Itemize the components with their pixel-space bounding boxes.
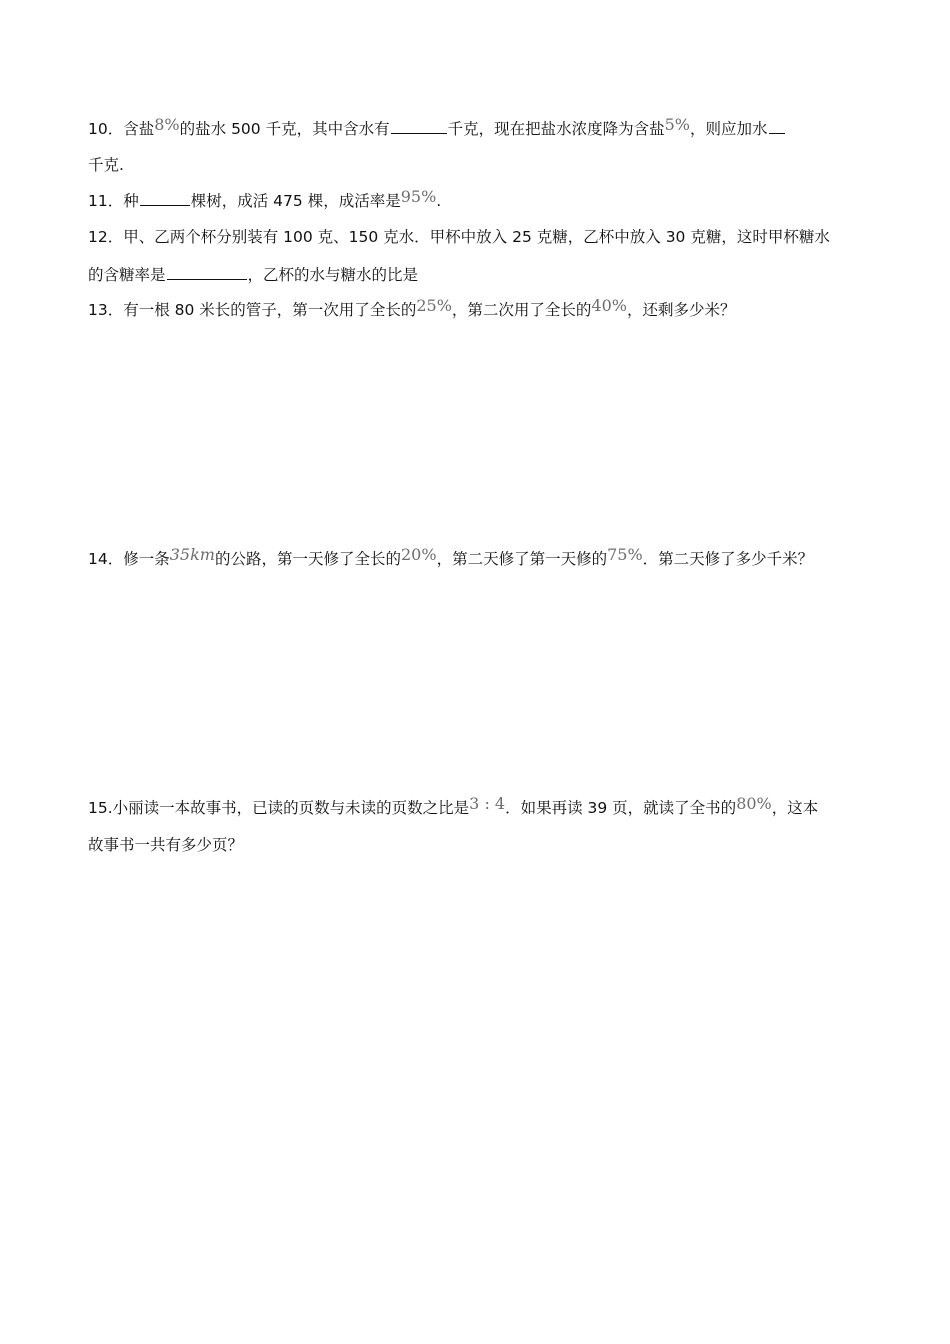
- question-text: 故事书一共有多少页？: [88, 836, 244, 854]
- math-expression: 3 : 4: [469, 794, 506, 813]
- question-text: 种: [123, 192, 139, 210]
- math-expression: 8%: [154, 115, 180, 134]
- question-text: 的含糖率是: [88, 266, 166, 284]
- question-text: ，第二天修了第一天修的: [436, 550, 608, 568]
- math-expression: 95%: [400, 187, 437, 206]
- math-expression: 40%: [591, 296, 627, 315]
- question-text: 千克.: [88, 156, 124, 174]
- question-number: 11．: [88, 192, 124, 210]
- question-15-continued: [88, 835, 858, 855]
- question-text: 小丽读一本故事书，已读的页数与未读的页数之比是: [112, 799, 470, 817]
- question-text: 棵树，成活 475 棵，成活率是: [190, 192, 401, 210]
- question-text: 有一根 80 米长的管子，第一次用了全长的: [123, 301, 417, 319]
- math-expression: 35km: [169, 545, 215, 564]
- question-text: .: [436, 192, 442, 210]
- question-text: ．如果再读 39 页，就读了全书的: [505, 799, 737, 817]
- question-number: 14．: [88, 550, 124, 568]
- question-number: 15.: [88, 799, 113, 817]
- question-text: 的公路，第一天修了全长的: [214, 550, 401, 568]
- question-15: [88, 794, 858, 818]
- math-expression: 25%: [416, 296, 452, 315]
- math-expression: 75%: [607, 545, 643, 564]
- question-text: 千克，现在把盐水浓度降为含盐: [447, 120, 665, 138]
- question-12-continued: [88, 264, 858, 285]
- question-13: [88, 296, 858, 320]
- question-text: ，第二次用了全长的: [451, 301, 592, 319]
- question-11: [88, 187, 858, 211]
- question-14: [88, 545, 858, 569]
- question-text: ，则应加水: [690, 120, 768, 138]
- question-text: 修一条: [123, 550, 170, 568]
- math-expression: 5%: [664, 115, 690, 134]
- question-number: 13．: [88, 301, 124, 319]
- math-expression: 20%: [401, 545, 437, 564]
- question-text: ．第二天修了多少千米？: [642, 550, 814, 568]
- answer-blank[interactable]: [769, 118, 785, 134]
- question-12: [88, 227, 858, 247]
- math-expression: 80%: [736, 794, 772, 813]
- question-text: 甲、乙两个杯分别装有 100 克、150 克水．甲杯中放入 25 克糖，乙杯中放入 30 克糖，这时甲杯糖水: [123, 228, 830, 246]
- question-text: ，还剩多少米？: [626, 301, 736, 319]
- question-text: 的盐水 500 千克，其中含水有: [179, 120, 390, 138]
- question-10-continued: [88, 155, 858, 175]
- answer-blank[interactable]: [391, 118, 447, 134]
- answer-blank[interactable]: [140, 190, 190, 206]
- question-number: 10．: [88, 120, 124, 138]
- question-10: [88, 115, 858, 139]
- question-text: 含盐: [123, 120, 155, 138]
- question-number: 12．: [88, 228, 124, 246]
- answer-blank[interactable]: [167, 264, 247, 280]
- question-text: ，乙杯的水与糖水的比是: [247, 266, 419, 284]
- question-text: ，这本: [771, 799, 819, 817]
